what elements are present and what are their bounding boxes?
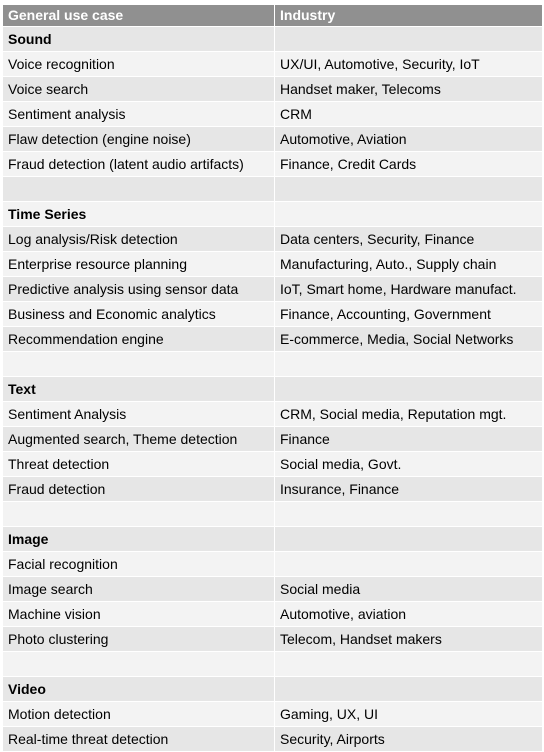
use-case-cell: Time Series bbox=[3, 202, 275, 227]
table-row bbox=[3, 252, 543, 277]
use-case-cell bbox=[3, 177, 275, 202]
use-case-cell: Image search bbox=[3, 577, 275, 602]
industry-cell: CRM bbox=[275, 102, 543, 127]
use-case-cell bbox=[3, 502, 275, 527]
industry-cell bbox=[275, 677, 543, 702]
table-row bbox=[3, 602, 543, 627]
use-case-cell: Enterprise resource planning bbox=[3, 252, 275, 277]
table-row bbox=[3, 77, 543, 102]
use-case-cell: Fraud detection bbox=[3, 477, 275, 502]
table-row bbox=[3, 402, 543, 427]
use-case-cell: Log analysis/Risk detection bbox=[3, 227, 275, 252]
use-case-cell: Flaw detection (engine noise) bbox=[3, 127, 275, 152]
use-case-cell: Machine vision bbox=[3, 602, 275, 627]
industry-cell: Handset maker, Telecoms bbox=[275, 77, 543, 102]
industry-cell: CRM, Social media, Reputation mgt. bbox=[275, 402, 543, 427]
industry-cell bbox=[275, 502, 543, 527]
use-case-cell: Business and Economic analytics bbox=[3, 302, 275, 327]
spacer-row bbox=[3, 652, 543, 677]
section-header-row bbox=[3, 27, 543, 52]
header-general-use-case: General use case bbox=[3, 5, 275, 27]
industry-cell: Security, Airports bbox=[275, 727, 543, 752]
industry-cell: Data centers, Security, Finance bbox=[275, 227, 543, 252]
spacer-row bbox=[3, 352, 543, 377]
use-case-cell: Photo clustering bbox=[3, 627, 275, 652]
table-row bbox=[3, 127, 543, 152]
industry-cell: Gaming, UX, UI bbox=[275, 702, 543, 727]
industry-cell bbox=[275, 527, 543, 552]
section-header-row bbox=[3, 377, 543, 402]
table-row bbox=[3, 302, 543, 327]
industry-cell: Social media bbox=[275, 577, 543, 602]
table-row bbox=[3, 477, 543, 502]
table-row bbox=[3, 627, 543, 652]
spacer-row bbox=[3, 177, 543, 202]
industry-cell bbox=[275, 652, 543, 677]
table-row bbox=[3, 327, 543, 352]
use-case-cell: Recommendation engine bbox=[3, 327, 275, 352]
table-row bbox=[3, 102, 543, 127]
industry-cell bbox=[275, 352, 543, 377]
use-case-cell: Fraud detection (latent audio artifacts) bbox=[3, 152, 275, 177]
industry-cell: Finance bbox=[275, 427, 543, 452]
use-case-cell: Voice search bbox=[3, 77, 275, 102]
use-case-cell: Text bbox=[3, 377, 275, 402]
industry-cell: Insurance, Finance bbox=[275, 477, 543, 502]
table-row bbox=[3, 227, 543, 252]
header-industry: Industry bbox=[275, 5, 543, 27]
table-row bbox=[3, 277, 543, 302]
industry-cell: Automotive, aviation bbox=[275, 602, 543, 627]
table-header bbox=[3, 5, 543, 27]
industry-cell: Automotive, Aviation bbox=[275, 127, 543, 152]
industry-cell bbox=[275, 27, 543, 52]
table-row bbox=[3, 452, 543, 477]
industry-cell: Social media, Govt. bbox=[275, 452, 543, 477]
use-case-cell: Predictive analysis using sensor data bbox=[3, 277, 275, 302]
industry-cell: Finance, Credit Cards bbox=[275, 152, 543, 177]
industry-cell bbox=[275, 177, 543, 202]
table-body bbox=[3, 27, 543, 752]
use-case-cell: Sound bbox=[3, 27, 275, 52]
use-case-table-container bbox=[2, 4, 542, 752]
header-row bbox=[3, 5, 543, 27]
industry-cell: UX/UI, Automotive, Security, IoT bbox=[275, 52, 543, 77]
industry-cell: Finance, Accounting, Government bbox=[275, 302, 543, 327]
table-row bbox=[3, 52, 543, 77]
industry-cell: IoT, Smart home, Hardware manufact. bbox=[275, 277, 543, 302]
use-case-cell: Facial recognition bbox=[3, 552, 275, 577]
table-row bbox=[3, 727, 543, 752]
use-case-cell bbox=[3, 652, 275, 677]
table-row bbox=[3, 577, 543, 602]
industry-cell: Manufacturing, Auto., Supply chain bbox=[275, 252, 543, 277]
use-case-cell: Sentiment Analysis bbox=[3, 402, 275, 427]
industry-cell bbox=[275, 552, 543, 577]
table-row bbox=[3, 152, 543, 177]
use-case-table bbox=[2, 4, 543, 752]
spacer-row bbox=[3, 502, 543, 527]
industry-cell: E-commerce, Media, Social Networks bbox=[275, 327, 543, 352]
use-case-cell: Video bbox=[3, 677, 275, 702]
section-header-row bbox=[3, 202, 543, 227]
use-case-cell: Image bbox=[3, 527, 275, 552]
industry-cell: Telecom, Handset makers bbox=[275, 627, 543, 652]
table-row bbox=[3, 552, 543, 577]
industry-cell bbox=[275, 202, 543, 227]
use-case-cell bbox=[3, 352, 275, 377]
table-row bbox=[3, 702, 543, 727]
section-header-row bbox=[3, 527, 543, 552]
use-case-cell: Real-time threat detection bbox=[3, 727, 275, 752]
use-case-cell: Voice recognition bbox=[3, 52, 275, 77]
use-case-cell: Augmented search, Theme detection bbox=[3, 427, 275, 452]
use-case-cell: Motion detection bbox=[3, 702, 275, 727]
industry-cell bbox=[275, 377, 543, 402]
section-header-row bbox=[3, 677, 543, 702]
use-case-cell: Sentiment analysis bbox=[3, 102, 275, 127]
use-case-cell: Threat detection bbox=[3, 452, 275, 477]
table-row bbox=[3, 427, 543, 452]
